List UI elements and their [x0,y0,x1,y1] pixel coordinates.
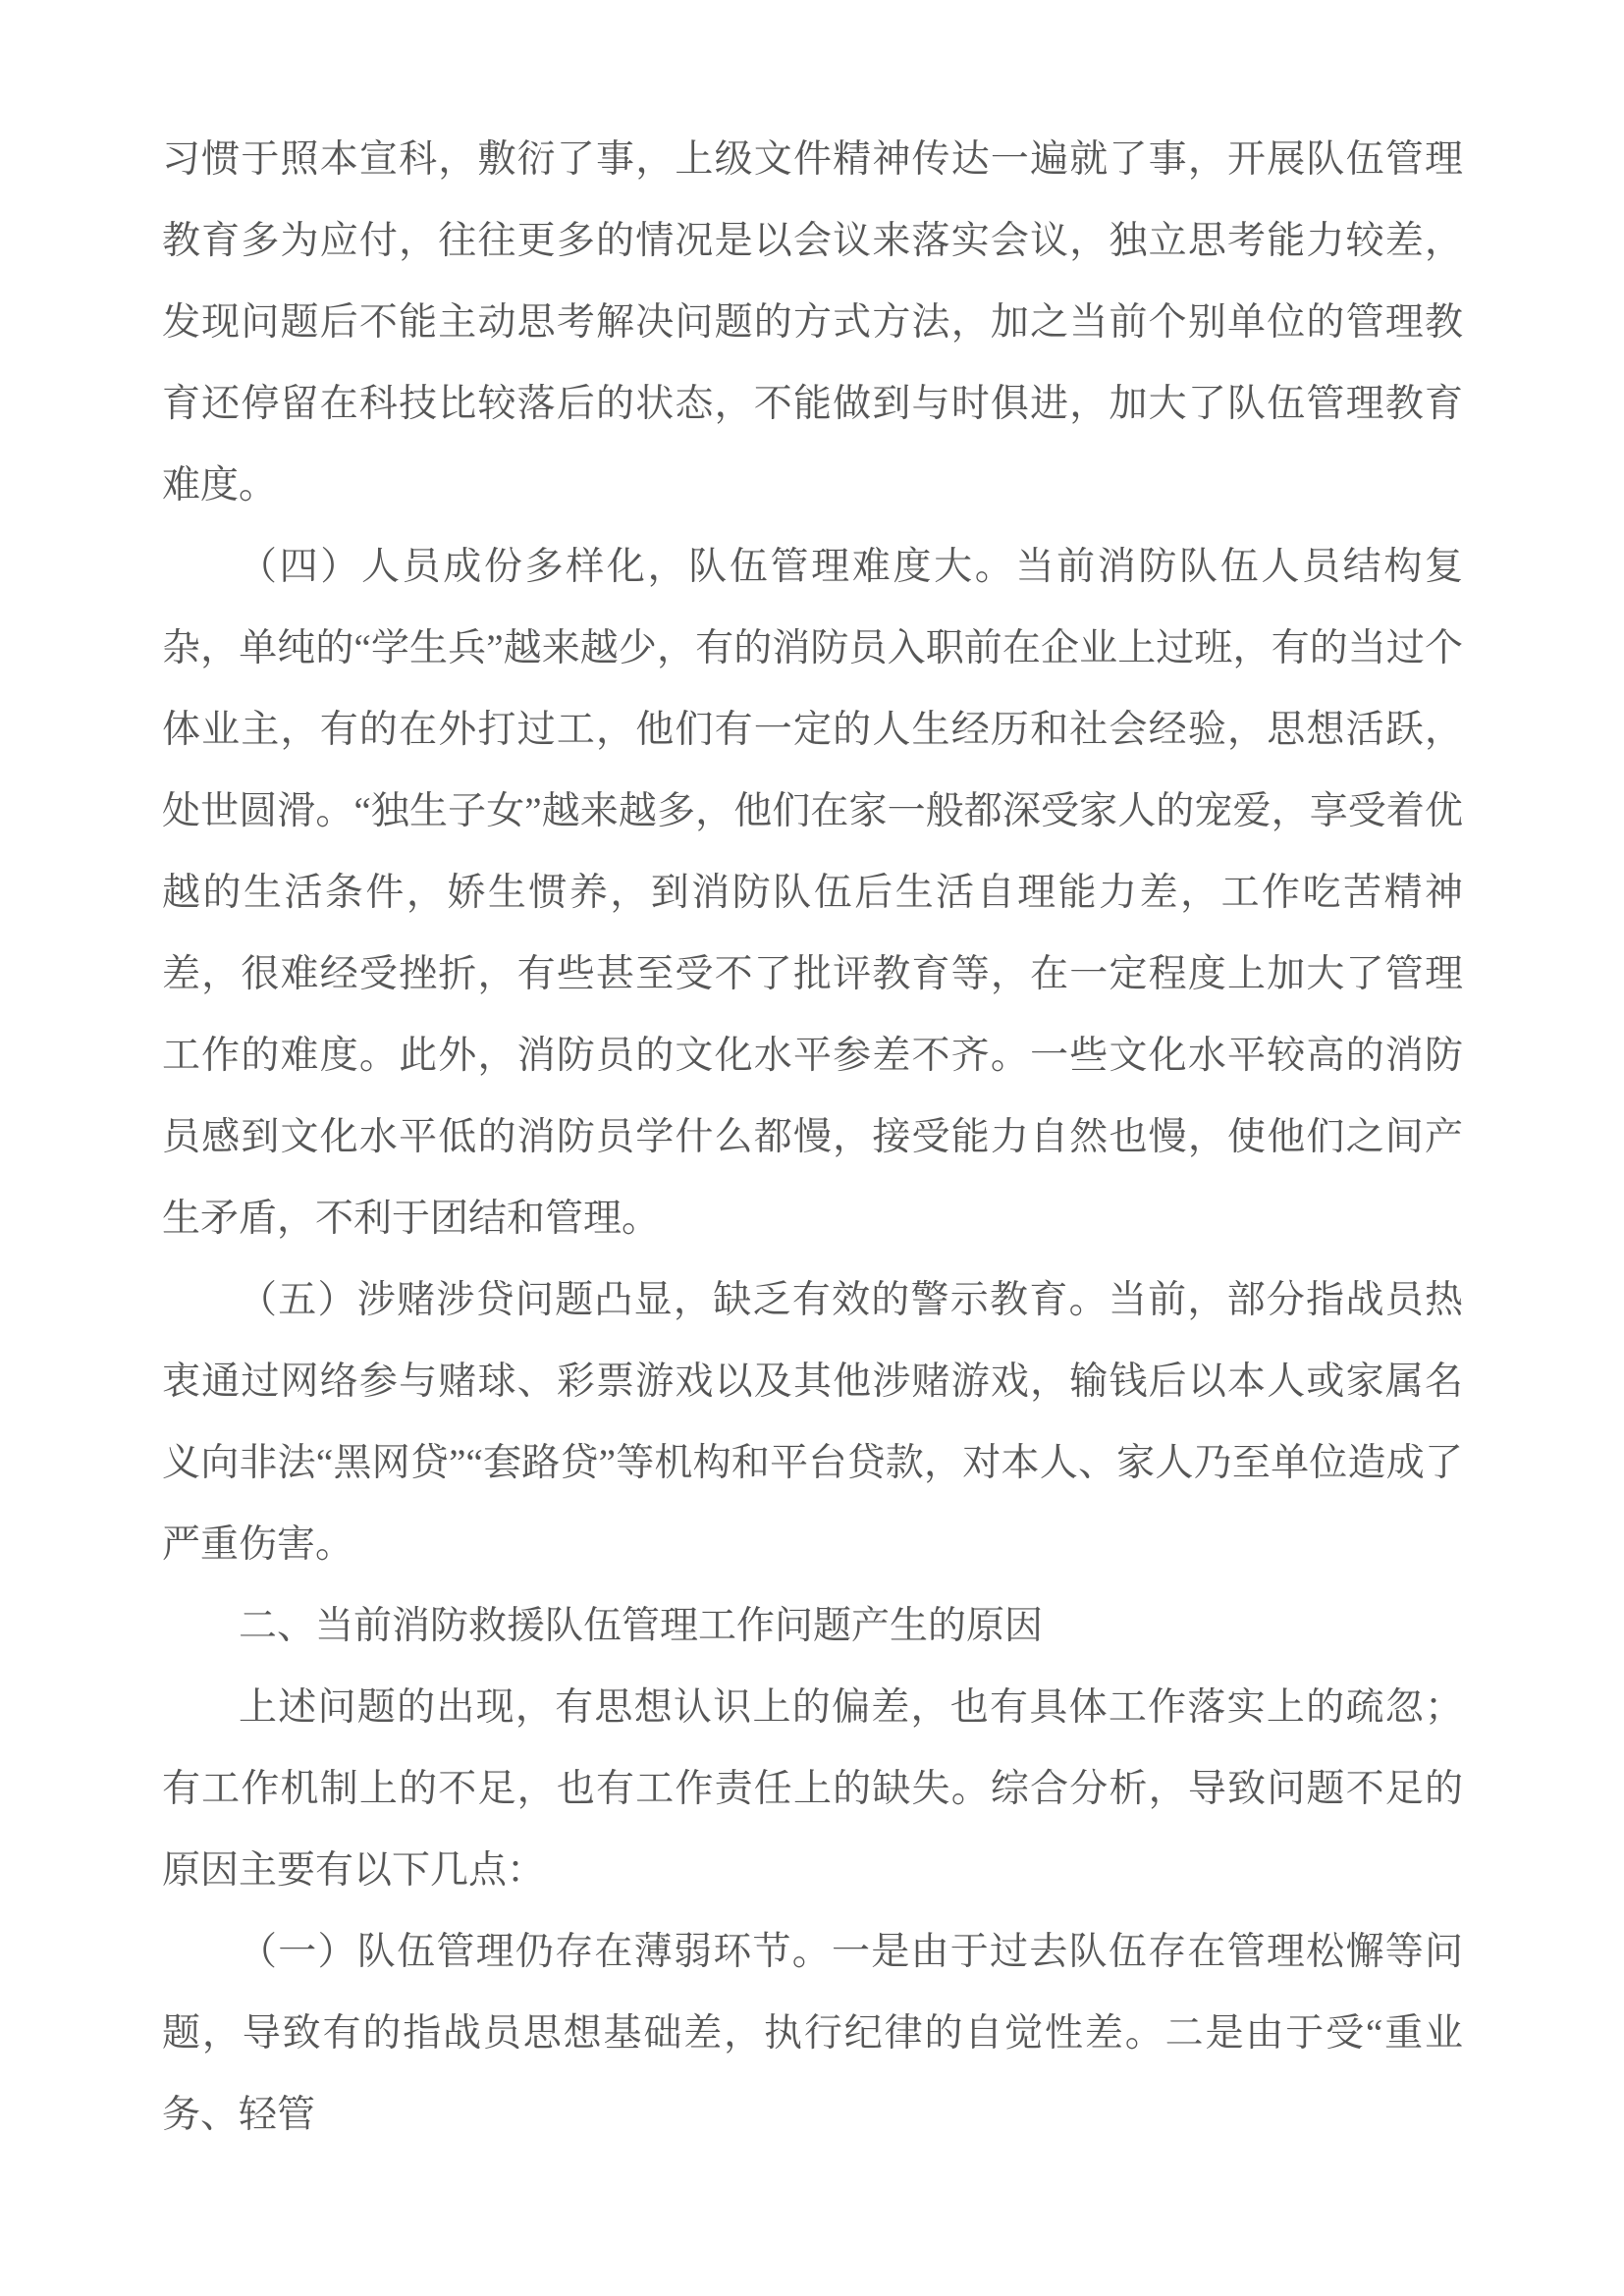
paragraph-cause-one: （一）队伍管理仍存在薄弱环节。一是由于过去队伍存在管理松懈等问题，导致有的指战员思想基础差，执行纪律的自觉性差。二是由于受“重业务、轻管 [162,1931,1463,2136]
section-heading-causes: 二、当前消防救援队伍管理工作问题产生的原因 [239,1605,1044,1647]
paragraph-causes-intro: 上述问题的出现，有思想认识上的偏差，也有具体工作落实上的疏忽；有工作机制上的不足，也有工作责任上的缺失。综合分析，导致问题不足的原因主要有以下几点： [162,1686,1463,1892]
paragraph-continuation: 习惯于照本宣科，敷衍了事，上级文件精神传达一遍就了事，开展队伍管理教育多为应付，往往更多的情况是以会议来落实会议，独立思考能力较差，发现问题后不能主动思考解决问题的方式方法，加之当前个别单位的管理教育还停留在科技比较落后的状态，不能做到与时俱进，加大了队伍管理教育难度。 [162,138,1463,507]
paragraph-section-four: （四）人员成份多样化，队伍管理难度大。当前消防队伍人员结构复杂，单纯的“学生兵”越来越少，有的消防员入职前在企业上过班，有的当过个体业主，有的在外打过工，他们有一定的人生经历和社会经验，思想活跃，处世圆滑。“独生子女”越来越多，他们在家一般都深受家人的宠爱，享受着优越的生活条件，娇生惯养，到消防队伍后生活自理能力差，工作吃苦精神差，很难经受挫折，有些甚至受不了批评教育等，在一定程度上加大了管理工作的难度。此外，消防员的文化水平参差不齐。一些文化水平较高的消防员感到文化水平低的消防员学什么都慢，接受能力自然也慢，使他们之间产生矛盾，不利于团结和管理。 [162,546,1463,1240]
paragraph-section-five: （五）涉赌涉贷问题凸显，缺乏有效的警示教育。当前，部分指战员热衷通过网络参与赌球、彩票游戏以及其他涉赌游戏，输钱后以本人或家属名义向非法“黑网贷”“套路贷”等机构和平台贷款，对本人、家人乃至单位造成了严重伤害。 [162,1279,1463,1566]
